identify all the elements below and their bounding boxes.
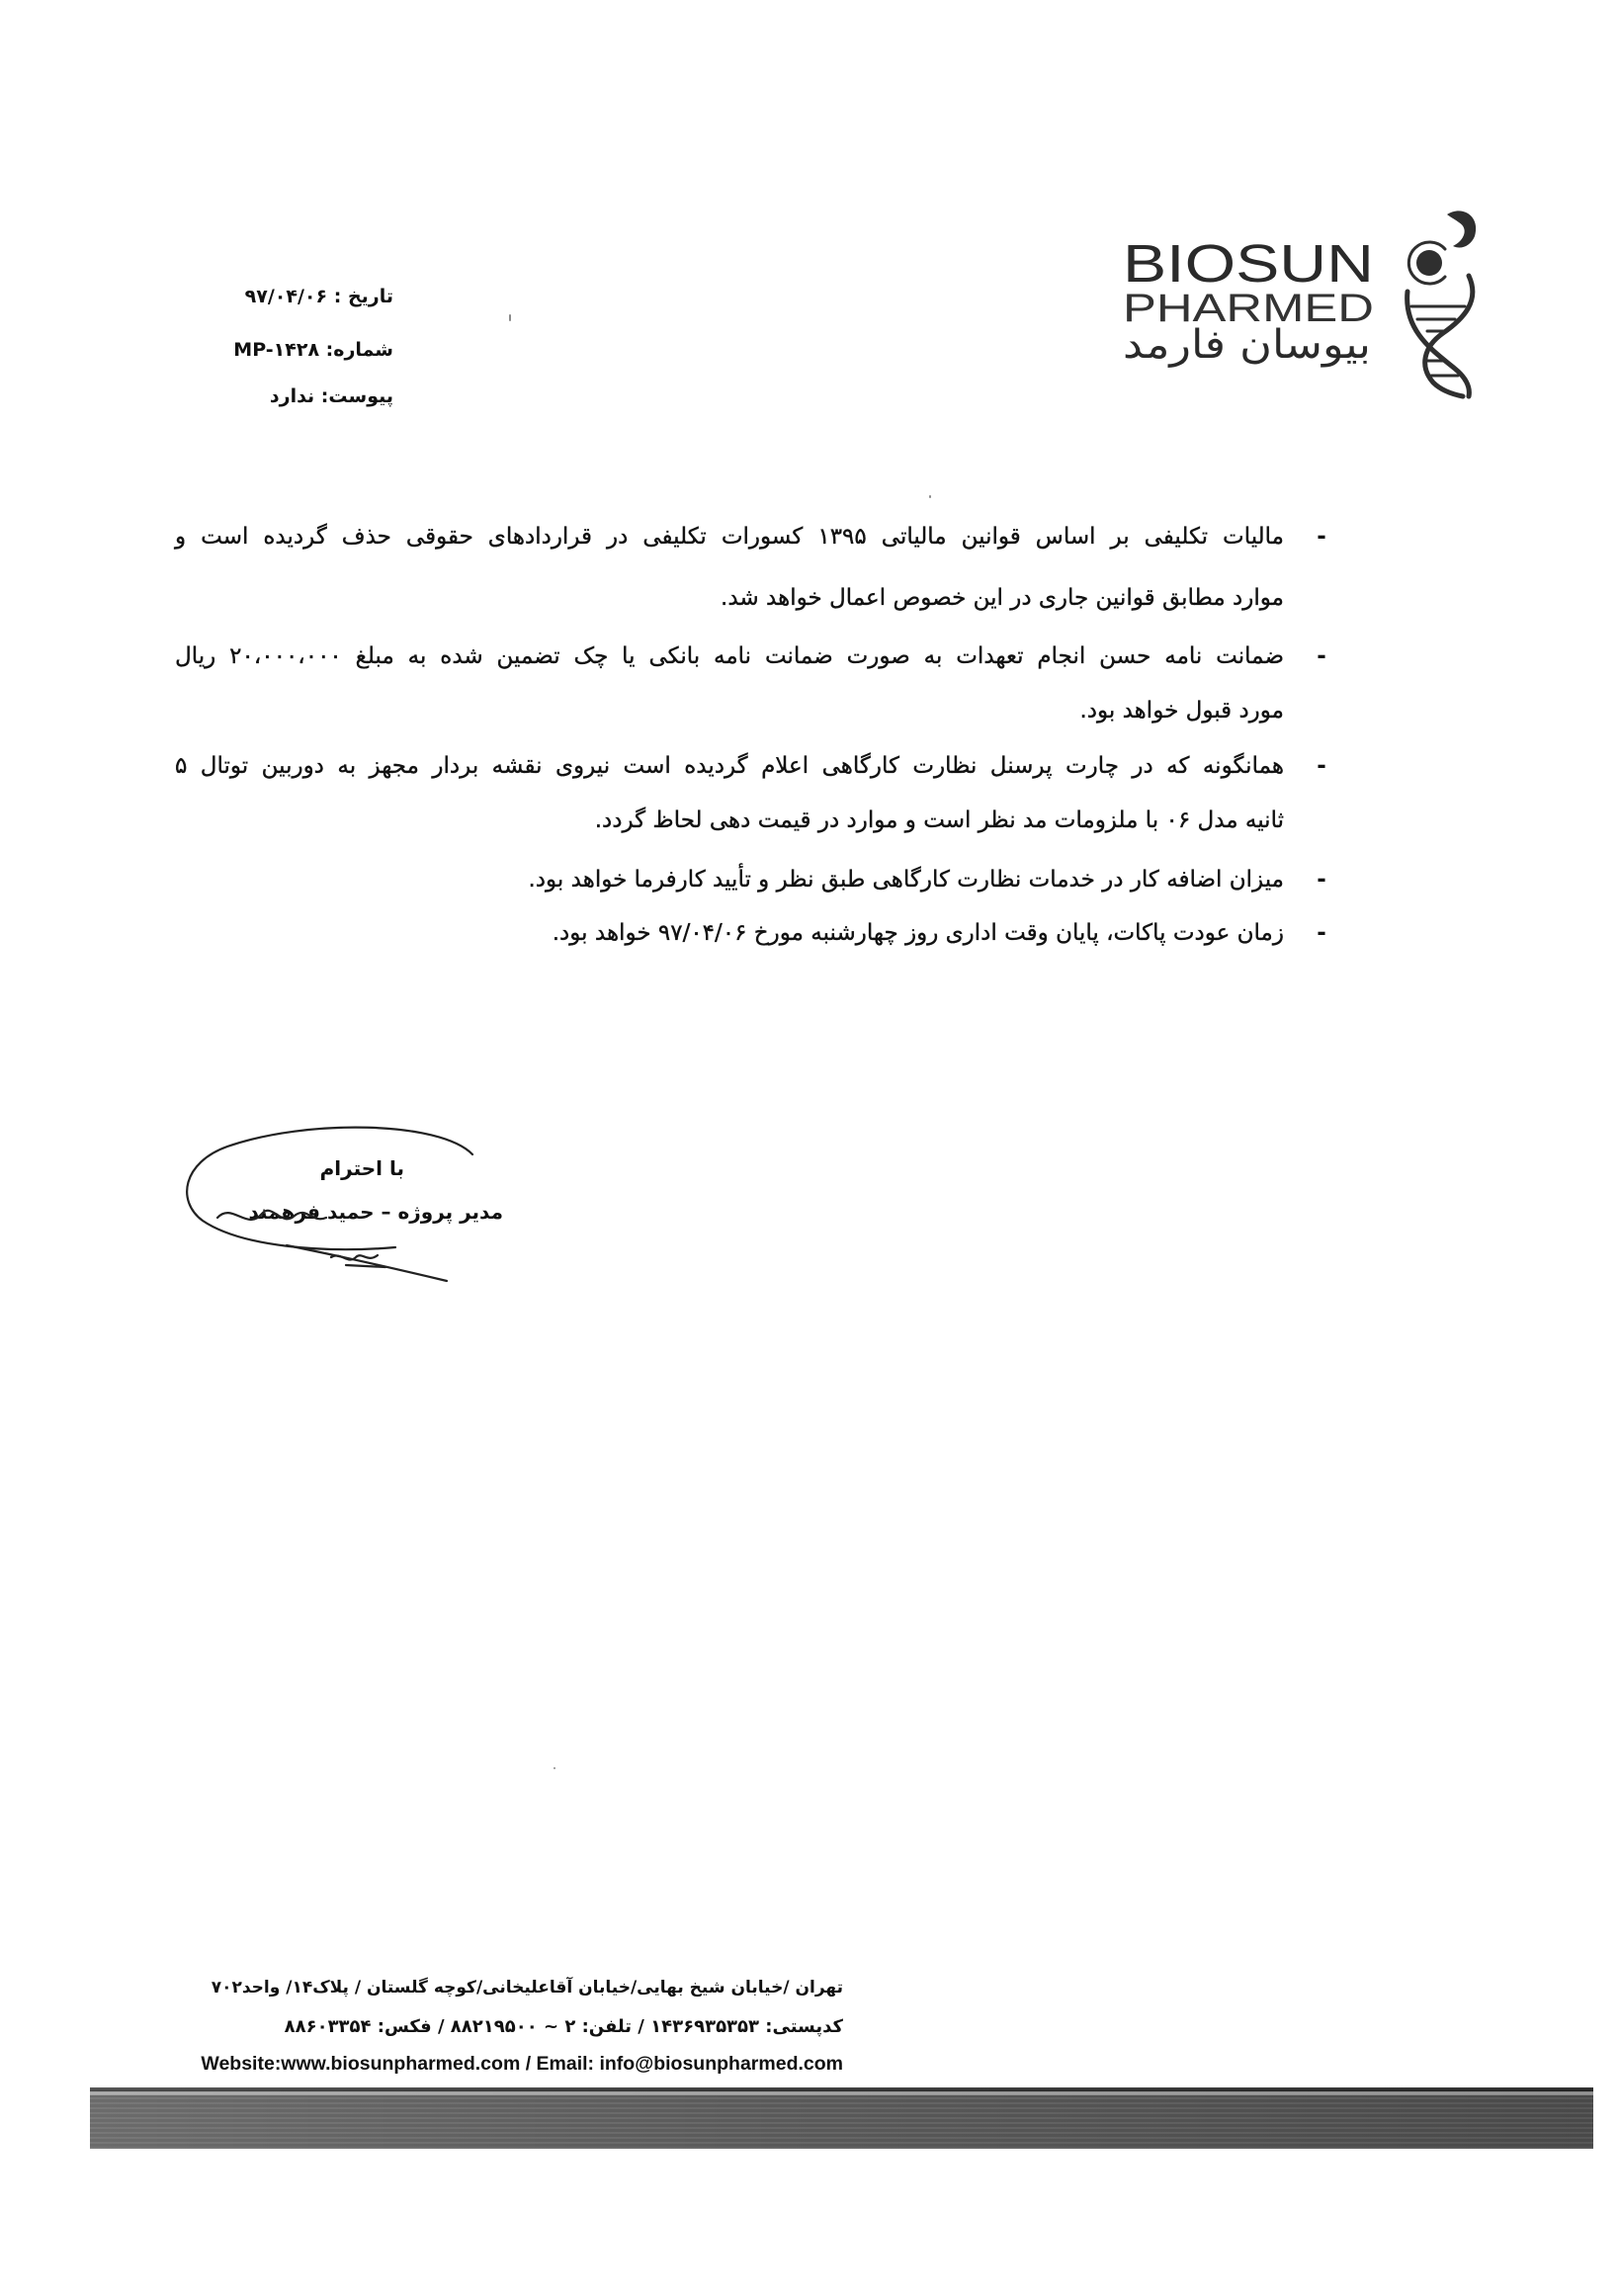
icon-head [1416,250,1442,276]
brand-name: BIOSUN [1123,234,1374,294]
icon-swoosh [1447,211,1476,247]
footer-address: تهران /خیابان شیخ بهایی/خیابان آقاعلیخانی/کوچه گلستان / پلاک۱۴/ واحد۷۰۲ [211,1978,843,1998]
letter-date: تاریخ : ۹۷/۰۴/۰۶ [244,286,393,307]
footer-contact: کدپستی: ۱۴۳۶۹۳۵۳۵۳ / تلفن: ۲ ~ ۸۸۲۱۹۵۰۰ / فکس: ۸۸۶۰۳۳۵۴ [284,2016,843,2037]
list-item-1-line-2: موارد مطابق قوانین جاری در این خصوص اعمال خواهد شد. [721,585,1284,611]
list-item-2-line-2: مورد قبول خواهد بود. [1079,698,1284,723]
scan-speck [509,314,511,321]
list-bullet: - [1317,920,1326,946]
scan-speck [929,495,931,498]
footer-bar [90,2087,1593,2149]
letter-attachment: پیوست: ندارد [269,385,393,407]
closing-salutation: با احترام [319,1156,404,1180]
icon-rungs [1411,306,1465,376]
list-bullet: - [1317,753,1326,779]
list-item-1-line-1: مالیات تکلیفی بر اساس قوانین مالیاتی ۱۳۹۵ کسورات تکلیفی در قراردادهای حقوقی حذف گردیده است و [175,524,1284,550]
closing-signatory: مدیر پروژه – حمید فرهمند [248,1200,503,1224]
dna-figure-icon [1407,211,1477,396]
signature-scribble [217,1211,326,1220]
signature-loop [187,1128,472,1250]
list-bullet: - [1317,643,1326,669]
brand-tagline: PHARMED [1123,287,1374,330]
letter-number: شماره: MP-۱۴۲۸ [233,339,393,361]
company-logo [1107,193,1502,405]
list-item-4-line-1: میزان اضافه کار در خدمات نظارت کارگاهی طبق نظر و تأیید کارفرما خواهد بود. [528,867,1284,893]
list-item-3-line-2: ثانیه مدل ۰۶ با ملزومات مد نظر است و موارد در قیمت دهی لحاظ گردد. [594,808,1284,833]
signature-tail [287,1245,447,1281]
list-item-5-line-1: زمان عودت پاکات، پایان وقت اداری روز چهارشنبه مورخ ۹۷/۰۴/۰۶ خواهد بود. [552,920,1284,946]
scan-speck [554,1767,555,1769]
footer-web: Website:www.biosunpharmed.com / Email: info@biosunpharmed.com [201,2053,843,2075]
list-bullet: - [1317,524,1326,550]
list-bullet: - [1317,867,1326,893]
list-item-2-line-1: ضمانت نامه حسن انجام تعهدات به صورت ضمانت نامه بانکی یا چک تضمین شده به مبلغ ۲۰،۰۰۰،۰۰۰ ریال [175,643,1284,669]
handwritten-signature [158,1107,534,1295]
list-item-3-line-1: همانگونه که در چارت پرسنل نظارت کارگاهی اعلام گردیده است نیروی نقشه بردار مجهز به دوربین توتال ۵ [175,753,1284,779]
brand-name-persian: بیوسان فارمد [1123,322,1371,368]
